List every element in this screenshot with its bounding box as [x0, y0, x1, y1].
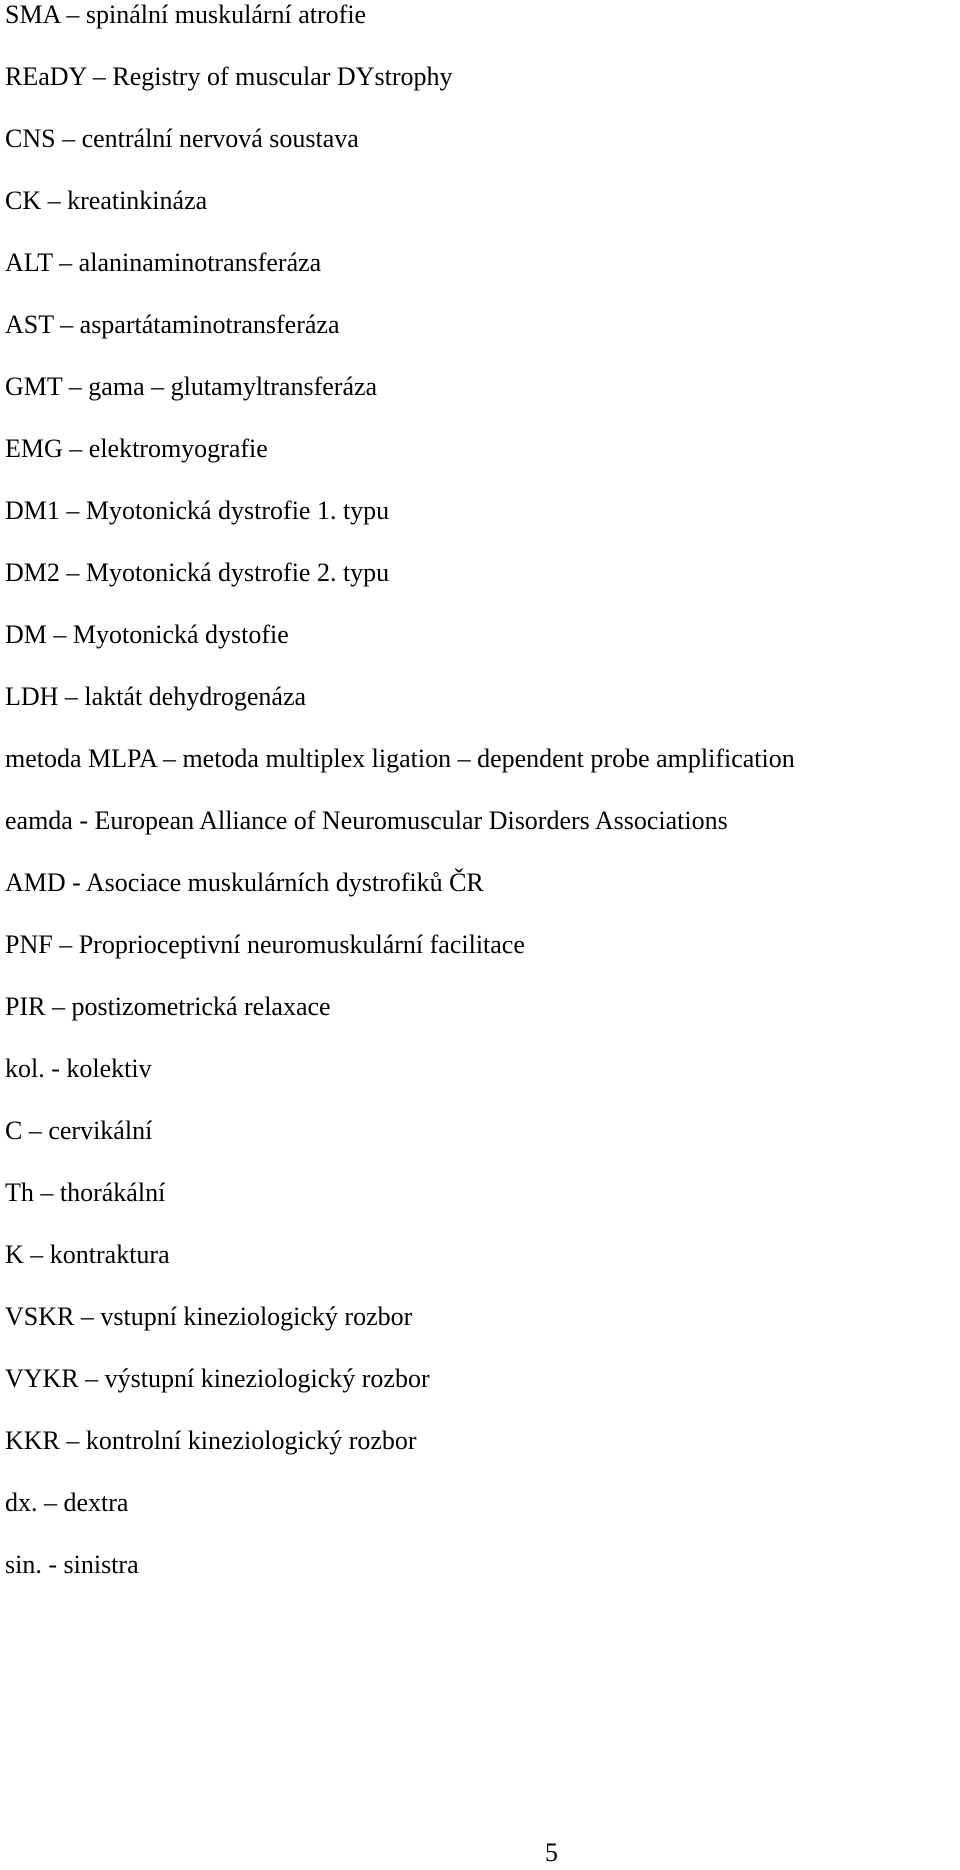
abbreviation-dm1: DM1 – Myotonická dystrofie 1. typu [5, 496, 390, 525]
abbreviation-sma: SMA – spinální muskulární atrofie [5, 0, 367, 29]
abbreviation-dm: DM – Myotonická dystofie [5, 620, 289, 649]
abbreviation-ast: AST – aspartátaminotransferáza [5, 310, 340, 339]
abbreviation-amd: AMD - Asociace muskulárních dystrofiků ČR [5, 868, 484, 897]
abbreviation-th: Th – thorákální [5, 1178, 166, 1207]
abbreviation-pir: PIR – postizometrická relaxace [5, 992, 331, 1021]
abbreviation-dx: dx. – dextra [5, 1488, 129, 1517]
abbreviation-dm2: DM2 – Myotonická dystrofie 2. typu [5, 558, 390, 587]
abbreviation-emg: EMG – elektromyografie [5, 434, 268, 463]
abbreviation-ck: CK – kreatinkináza [5, 186, 208, 215]
abbreviation-k: K – kontraktura [5, 1240, 170, 1269]
abbreviation-alt: ALT – alaninaminotransferáza [5, 248, 322, 277]
abbreviation-list [5, 0, 795, 1612]
abbreviation-gmt: GMT – gama – glutamyltransferáza [5, 372, 378, 401]
abbreviation-sin: sin. - sinistra [5, 1550, 139, 1579]
abbreviation-kol: kol. - kolektiv [5, 1054, 152, 1083]
abbreviation-pnf: PNF – Proprioceptivní neuromuskulární facilitace [5, 930, 525, 959]
page-number: 5 [545, 1838, 558, 1867]
abbreviation-vskr: VSKR – vstupní kineziologický rozbor [5, 1302, 413, 1331]
abbreviation-vykr: VYKR – výstupní kineziologický rozbor [5, 1364, 430, 1393]
abbreviation-kkr: KKR – kontrolní kineziologický rozbor [5, 1426, 417, 1455]
abbreviation-ready: REaDY – Registry of muscular DYstrophy [5, 62, 453, 91]
abbreviation-ldh: LDH – laktát dehydrogenáza [5, 682, 307, 711]
abbreviation-mlpa: metoda MLPA – metoda multiplex ligation – dependent probe amplification [5, 744, 795, 773]
abbreviation-eamda: eamda - European Alliance of Neuromuscular Disorders Associations [5, 806, 728, 835]
abbreviation-cns: CNS – centrální nervová soustava [5, 124, 359, 153]
abbreviation-c: C – cervikální [5, 1116, 153, 1145]
